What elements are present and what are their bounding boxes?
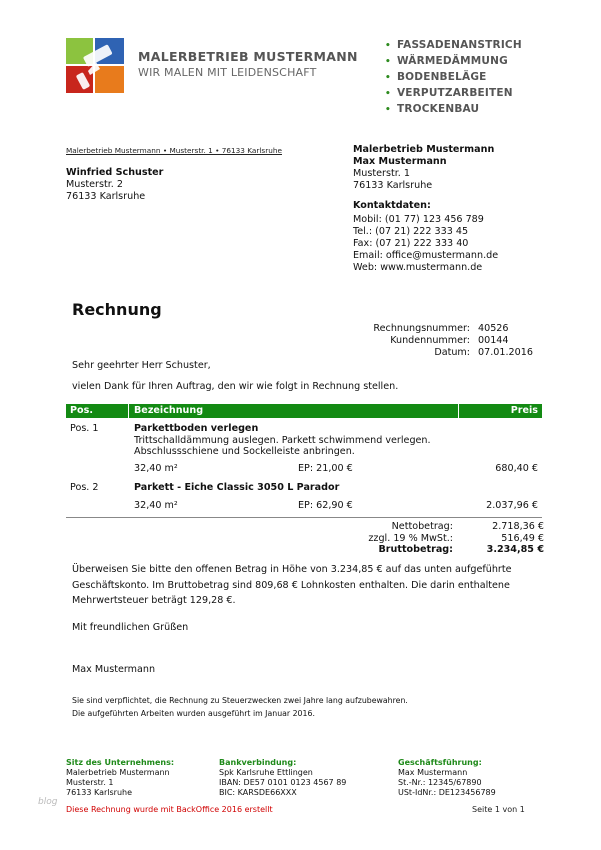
created-with-note: Diese Rechnung wurde mit BackOffice 2016 erstellt [66,805,273,814]
recipient-city: 76133 Karlsruhe [66,191,146,202]
item-price: 2.037,96 € [486,500,538,511]
item-description [134,423,454,458]
note-line: Die aufgeführten Arbeiten wurden ausgeführt im Januar 2016. [72,709,315,718]
contact-web: Web: www.mustermann.de [353,262,483,273]
item-pos: Pos. 1 [70,423,99,434]
watermark: blog [38,797,58,807]
item-detail: Trittschalldämmung auslegen. Parkett schwimmend verlegen. [134,434,431,446]
bullet-icon: • [385,57,391,67]
item-qty: 32,40 m² [134,463,178,474]
col-desc-header: Bezeichnung [134,405,204,416]
payment-paragraph: Überweisen Sie bitte den offenen Betrag in Höhe von 3.234,85 € auf das unten aufgeführte Geschäftskonto. Im Bruttobetrag sind 809,68 € Lohnkosten enthalten. Die darin enthaltene Mehrwertsteuer beträgt 129,28 €. [72,564,512,606]
services-list [385,37,522,117]
contact-heading: Kontaktdaten: [353,200,431,211]
footer-bank [219,758,346,798]
bullet-icon: • [385,41,391,51]
footer-line: St.-Nr.: 12345/67890 [398,778,482,787]
contact-mobile: Mobil: (01 77) 123 456 789 [353,214,484,225]
company-street: Musterstr. 1 [353,168,410,179]
item-price: 680,40 € [495,463,538,474]
footer-management [398,758,496,798]
note-line: Sie sind verpflichtet, die Rechnung zu Steuerzwecken zwei Jahre lang aufzubewahren. [72,696,408,705]
item-qty: 32,40 m² [134,500,178,511]
net-amount: 2.718,36 € [492,521,544,532]
bullet-icon: • [385,105,391,115]
table-divider [66,517,542,518]
signer-name: Max Mustermann [72,664,156,675]
table-header [66,404,542,418]
company-address [353,144,494,192]
service-item: • FASSADENANSTRICH [385,39,522,51]
invoice-no-label: Rechnungsnummer: [373,323,470,334]
invoice-meta [330,323,533,359]
service-item: • TROCKENBAU [385,103,480,115]
legal-notes [72,694,408,720]
col-price-header: Preis [510,405,538,416]
customer-no-label: Kundennummer: [390,335,470,346]
recipient-name: Winfried Schuster [66,167,164,178]
footer-line: BIC: KARSDE66XXX [219,788,297,797]
bullet-icon: • [385,89,391,99]
item-detail: Abschlussschiene und Sockelleiste anbringen. [134,446,355,457]
item-unit-price: EP: 62,90 € [298,500,353,511]
service-item: • VERPUTZARBEITEN [385,87,513,99]
footer-heading: Sitz des Unternehmens: [66,758,175,767]
invoice-date: 07.01.2016 [478,347,533,358]
footer-seat [66,758,174,798]
vat-amount: 516,49 € [501,532,544,544]
table-row [66,482,542,512]
footer-line: Musterstr. 1 [66,778,114,787]
footer-line: IBAN: DE57 0101 0123 4567 89 [219,778,347,787]
item-description [134,482,454,494]
contact-email: Email: office@mustermann.de [353,250,499,261]
item-pos: Pos. 2 [70,482,99,493]
net-label: Nettobetrag: [391,521,453,532]
footer-heading: Geschäftsführung: [398,758,482,767]
item-unit-price: EP: 21,00 € [298,463,353,474]
page-number: Seite 1 von 1 [472,805,525,814]
invoice-no: 40526 [478,323,509,334]
service-item: • BODENBELÄGE [385,71,487,83]
footer-line: Malerbetrieb Mustermann [66,768,170,777]
totals-block [330,521,544,556]
recipient-street: Musterstr. 2 [66,179,123,190]
intro-text: vielen Dank für Ihren Auftrag, den wir wie folgt in Rechnung stellen. [72,381,399,392]
date-label: Datum: [434,347,470,358]
contact-tel: Tel.: (07 21) 222 333 45 [353,226,469,237]
col-pos-header: Pos. [70,405,93,416]
bullet-icon: • [385,73,391,83]
company-owner: Max Mustermann [353,156,447,167]
brand-slogan: WIR MALEN MIT LEIDENSCHAFT [138,66,317,79]
salutation: Sehr geehrter Herr Schuster, [72,360,211,371]
gross-amount: 3.234,85 € [486,544,544,555]
gross-label: Bruttobetrag: [378,544,453,555]
column-divider [458,404,459,418]
recipient-address [66,167,163,203]
closing-greeting: Mit freundlichen Grüßen [72,622,189,633]
column-divider [128,404,129,418]
vat-label: zzgl. 19 % MwSt.: [368,532,453,544]
company-logo [66,38,124,93]
contact-block [353,200,498,274]
service-item: • WÄRMEDÄMMUNG [385,55,508,67]
footer-line: 76133 Karlsruhe [66,788,133,797]
company-city: 76133 Karlsruhe [353,180,433,191]
brand-name: MALERBETRIEB MUSTERMANN [138,49,358,64]
item-title: Parkettboden verlegen [134,423,259,434]
company-name: Malerbetrieb Mustermann [353,144,495,155]
footer-line: Max Mustermann [398,768,468,777]
footer-line: Spk Karlsruhe Ettlingen [219,768,313,777]
footer-heading: Bankverbindung: [219,758,297,767]
footer-line: USt-IdNr.: DE123456789 [398,788,496,797]
contact-fax: Fax: (07 21) 222 333 40 [353,238,469,249]
item-title: Parkett - Eiche Classic 3050 L Parador [134,482,340,493]
table-row [66,423,542,487]
customer-no: 00144 [478,335,509,346]
page-title: Rechnung [72,300,162,319]
paint-roller-logo-icon [66,38,124,93]
sender-line: Malerbetrieb Mustermann • Musterstr. 1 • 76133 Karlsruhe [66,146,282,155]
